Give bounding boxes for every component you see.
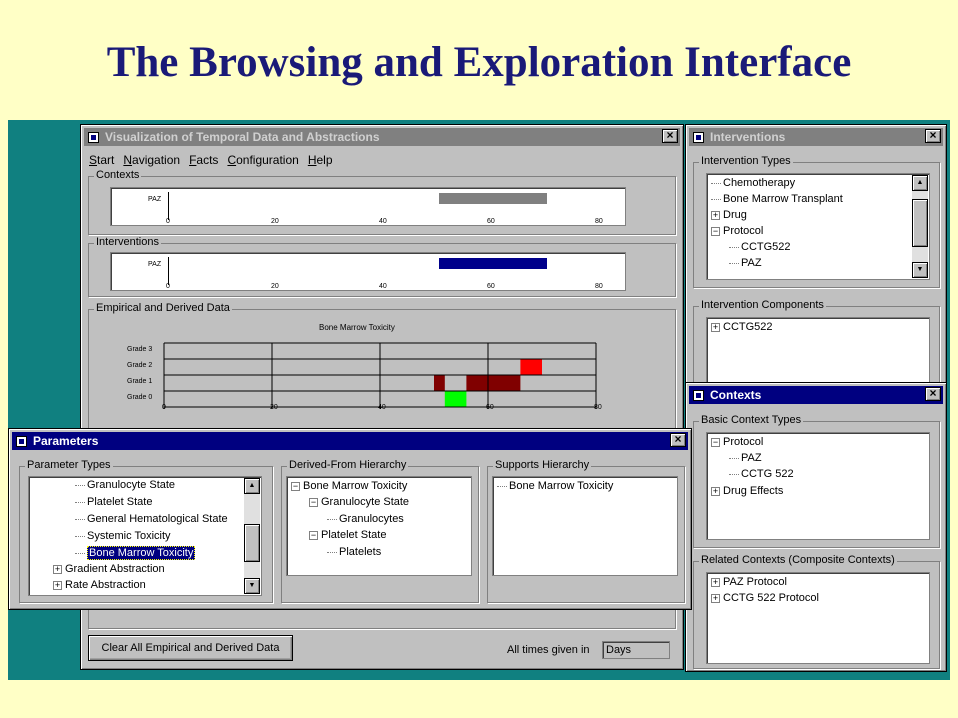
derived-from-label: Derived-From Hierarchy (289, 459, 407, 471)
expand-icon[interactable]: + (712, 321, 719, 332)
contexts-group (88, 169, 676, 235)
expand-icon[interactable]: + (712, 592, 719, 603)
empirical-tick-40: 40 (378, 404, 386, 411)
parameter-types-group (19, 459, 273, 603)
grade-0-label: Grade 0 (127, 394, 153, 401)
tree-item-granulocytes[interactable]: Granulocytes (327, 511, 404, 527)
tree-item-granulocyte-state[interactable]: − Granulocyte State (310, 496, 410, 508)
intervention-types-label: Intervention Types (701, 155, 791, 167)
tree-item-paz-protocol[interactable]: + PAZ Protocol (712, 576, 787, 588)
toxicity-cell-0 (445, 391, 467, 407)
tree-item-general-hematological-state[interactable]: General Hematological State (75, 511, 228, 527)
contexts-tick-20: 20 (271, 218, 279, 225)
supports-tree[interactable] (492, 476, 678, 576)
interventions-tick-80: 80 (595, 283, 603, 290)
tree-item-cctg-522[interactable]: CCTG 522 (729, 466, 794, 482)
tree-item-rate-abstraction[interactable]: + Rate Abstraction (54, 579, 146, 591)
empirical-tick-0: 0 (162, 404, 166, 411)
interventions-tick-20: 20 (271, 283, 279, 290)
basic-context-types-group (693, 414, 940, 548)
contexts-tick-80: 80 (595, 218, 603, 225)
tree-item-cctg522[interactable]: + CCTG522 (712, 321, 773, 333)
window-icon (16, 436, 27, 447)
interventions-axis (168, 257, 169, 285)
menu-bar (89, 153, 333, 167)
collapse-icon[interactable]: − (310, 529, 317, 540)
related-contexts-group (693, 554, 940, 669)
basic-context-types-label: Basic Context Types (701, 414, 802, 426)
menu-configuration[interactable]: Configuration (227, 153, 299, 167)
empirical-tick-80: 80 (594, 404, 602, 411)
intervention-components-label: Intervention Components (701, 299, 824, 311)
interventions-window (685, 124, 947, 414)
desktop (8, 120, 950, 680)
collapse-icon[interactable]: − (712, 436, 719, 447)
tree-item-platelet-state[interactable]: Platelet State (75, 494, 152, 510)
toxicity-cell-3 (520, 359, 542, 375)
expand-icon[interactable]: + (712, 209, 719, 220)
intervention-types-tree[interactable] (706, 173, 930, 280)
tree-item-platelets[interactable]: Platelets (327, 544, 381, 560)
parameters-window (8, 428, 692, 610)
contexts-window (685, 382, 947, 672)
scroll-up-icon[interactable]: ▲ (244, 478, 260, 494)
tree-item-bone-marrow-toxicity[interactable]: − Bone Marrow Toxicity (292, 480, 408, 492)
scroll-down-icon[interactable]: ▼ (244, 578, 260, 594)
intervention-types-group (693, 155, 940, 288)
empirical-chart-title: Bone Marrow Toxicity (319, 323, 395, 332)
contexts-tick-60: 60 (487, 218, 495, 225)
collapse-icon[interactable]: − (292, 480, 299, 491)
expand-icon[interactable]: + (54, 563, 61, 574)
tree-item-platelet-state[interactable]: − Platelet State (310, 529, 387, 541)
toxicity-grid (164, 343, 614, 413)
window-title: Interventions (710, 130, 786, 144)
close-button[interactable]: × (670, 433, 686, 447)
menu-facts[interactable]: Facts (189, 153, 219, 167)
close-button[interactable]: × (662, 129, 678, 143)
toxicity-cell-1 (434, 375, 445, 391)
tree-item-systemic-toxicity[interactable]: Systemic Toxicity (75, 528, 171, 544)
window-title: Visualization of Temporal Data and Abstractions (105, 130, 380, 144)
tree-item-protocol[interactable]: − Protocol (712, 436, 764, 448)
tree-item-protocol[interactable]: − Protocol (712, 225, 764, 237)
tree-item-cctg-522-protocol[interactable]: + CCTG 522 Protocol (712, 592, 819, 604)
contexts-titlebar[interactable] (689, 386, 943, 404)
empirical-tick-60: 60 (486, 404, 494, 411)
contexts-plot (110, 187, 626, 226)
related-contexts-tree[interactable] (706, 572, 930, 664)
scroll-thumb[interactable] (244, 524, 260, 562)
contexts-tick-40: 40 (379, 218, 387, 225)
derived-from-group (281, 459, 479, 603)
tree-item-paz[interactable]: PAZ (729, 450, 762, 466)
window-icon (88, 132, 99, 143)
menu-navigation[interactable]: Navigation (123, 153, 181, 167)
tree-item-chemotherapy[interactable]: Chemotherapy (711, 175, 795, 191)
collapse-icon[interactable]: − (712, 225, 719, 236)
collapse-icon[interactable]: − (310, 496, 317, 507)
tree-item-drug-effects[interactable]: + Drug Effects (712, 485, 784, 497)
contexts-row-label: PAZ (148, 196, 162, 203)
interventions-group (88, 236, 676, 297)
parameter-types-tree[interactable] (28, 476, 262, 596)
tree-item-gradient-abstraction[interactable]: + Gradient Abstraction (54, 563, 165, 575)
tree-item-bone-marrow-toxicity[interactable]: Bone Marrow Toxicity (75, 545, 195, 561)
times-label: All times given in (507, 644, 590, 656)
supports-label: Supports Hierarchy (495, 459, 590, 471)
empirical-tick-20: 20 (270, 404, 278, 411)
expand-icon[interactable]: + (712, 576, 719, 587)
interventions-row-label: PAZ (148, 261, 162, 268)
tree-item-drug[interactable]: + Drug (712, 209, 747, 221)
toxicity-cell-2 (466, 375, 520, 391)
expand-icon[interactable]: + (712, 485, 719, 496)
close-button[interactable]: × (925, 387, 941, 401)
empirical-group-label: Empirical and Derived Data (96, 302, 230, 314)
slide-title: The Browsing and Exploration Interface (106, 39, 852, 86)
interventions-plot (110, 252, 626, 291)
scroll-thumb[interactable] (912, 199, 928, 247)
contexts-bar[interactable] (439, 193, 547, 204)
tree-item-bone-marrow-transplant[interactable]: Bone Marrow Transplant (711, 191, 843, 207)
related-contexts-label: Related Contexts (Composite Contexts) (701, 554, 895, 566)
expand-icon[interactable]: + (54, 579, 61, 590)
interventions-tick-0: 0 (166, 283, 170, 290)
basic-context-types-tree[interactable] (706, 432, 930, 540)
window-title: Parameters (33, 434, 99, 448)
tree-item-granulocyte-state[interactable]: Granulocyte State (75, 477, 175, 493)
tree-item-paz[interactable]: PAZ (729, 255, 762, 271)
window-icon (693, 132, 704, 143)
interventions-titlebar[interactable] (689, 128, 943, 146)
grade-3-label: Grade 3 (127, 346, 153, 353)
contexts-group-label: Contexts (96, 169, 140, 181)
grade-1-label: Grade 1 (127, 378, 153, 385)
intervention-types-scrollbar[interactable] (912, 175, 928, 278)
menu-help[interactable]: Help (307, 153, 333, 167)
interventions-tick-40: 40 (379, 283, 387, 290)
supports-group (487, 459, 685, 603)
interventions-tick-60: 60 (487, 283, 495, 290)
parameters-titlebar[interactable] (12, 432, 688, 450)
clear-data-button[interactable]: Clear All Empirical and Derived Data (88, 635, 293, 661)
window-icon (693, 390, 704, 401)
contexts-tick-0: 0 (166, 218, 170, 225)
interventions-bar[interactable] (439, 258, 547, 269)
contexts-axis (168, 192, 169, 220)
interventions-group-label: Interventions (96, 236, 159, 248)
menu-start[interactable]: Start (89, 153, 115, 167)
parameter-types-label: Parameter Types (27, 459, 111, 471)
scroll-up-icon[interactable]: ▲ (912, 175, 928, 191)
derived-from-tree[interactable] (286, 476, 472, 576)
tree-item-cctg522[interactable]: CCTG522 (729, 239, 791, 255)
window-title: Contexts (710, 388, 762, 402)
times-unit-field[interactable]: Days (602, 641, 670, 659)
tree-item-bone-marrow-toxicity[interactable]: Bone Marrow Toxicity (497, 478, 613, 494)
parameter-types-scrollbar[interactable] (244, 478, 260, 594)
close-button[interactable]: × (925, 129, 941, 143)
visualization-titlebar[interactable] (84, 128, 680, 146)
scroll-down-icon[interactable]: ▼ (912, 262, 928, 278)
grade-2-label: Grade 2 (127, 362, 153, 369)
